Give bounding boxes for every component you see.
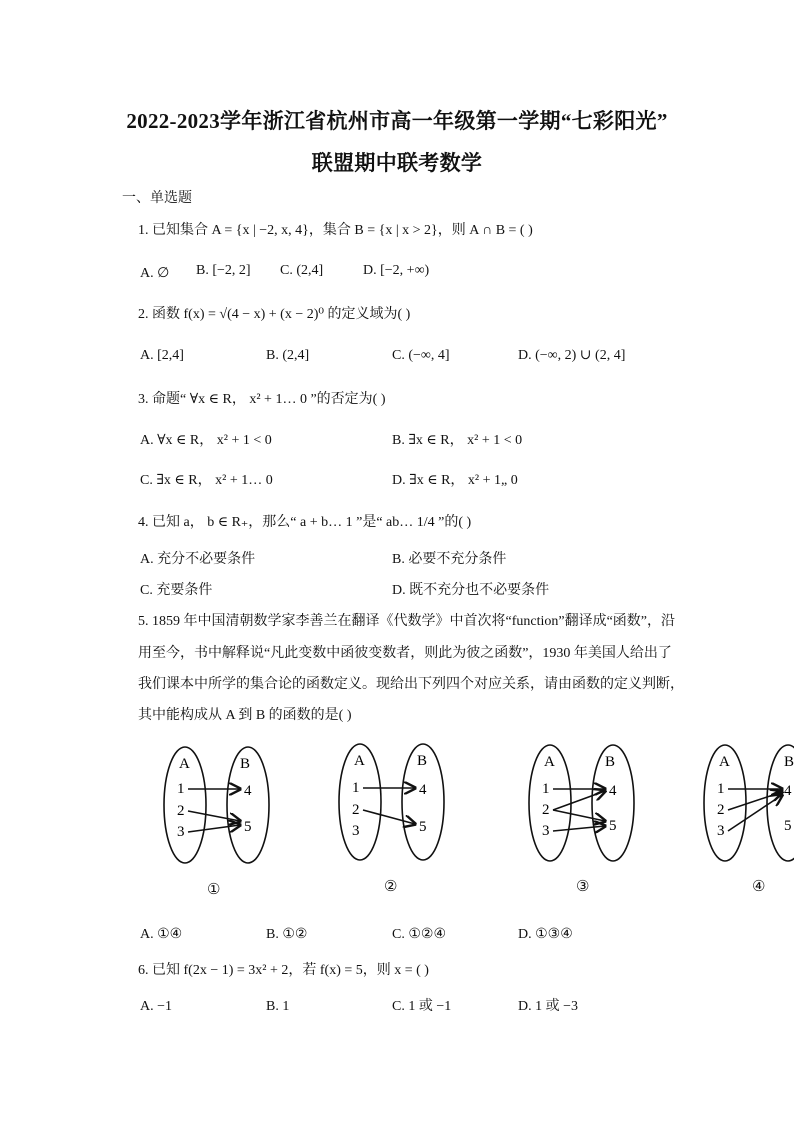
- q4-option-b: B. 必要不充分条件: [392, 552, 507, 567]
- q4-option-d: D. 既不充分也不必要条件: [392, 583, 550, 598]
- mapping-diagram-2: [335, 742, 455, 892]
- q3-option-a: A. ∀x ∈ R， x² + 1 < 0: [140, 433, 272, 448]
- a-item-3: 3: [177, 824, 185, 840]
- q6-option-c: C. 1 或 −1: [392, 999, 452, 1014]
- q6-option-a: A. −1: [140, 999, 173, 1014]
- question-5-stem-line1: 5. 1859 年中国清朝数学家李善兰在翻译《代数学》中首次将“function”翻译成“函数”，沿: [138, 614, 676, 629]
- a-item-3: 3: [717, 823, 725, 839]
- q2-option-d: D. (−∞, 2) ∪ (2, 4]: [518, 348, 626, 363]
- doc-title-line1: 2022-2023学年浙江省杭州市高一年级第一学期“七彩阳光”: [126, 109, 668, 133]
- set-b-label: B: [784, 754, 794, 770]
- q4-option-c: C. 充要条件: [140, 583, 213, 598]
- question-1-stem: 1. 已知集合 A = {x | −2, x, 4}，集合 B = {x | x > 2}，则 A ∩ B = ( ): [138, 223, 533, 238]
- mapping-diagram-3: [525, 743, 645, 893]
- doc-title-line2: 联盟期中联考数学: [311, 151, 483, 175]
- a-item-2: 2: [542, 802, 550, 818]
- question-4-stem: 4. 已知 a， b ∈ R₊，那么“ a + b… 1 ”是“ ab… 1/4 ”的( ): [138, 515, 472, 530]
- b-item-5: 5: [784, 818, 792, 834]
- q5-option-c: C. ①②④: [392, 927, 446, 942]
- q2-option-c: C. (−∞, 4]: [392, 348, 450, 363]
- diagram-1-label: ①: [207, 882, 221, 898]
- b-item-5: 5: [419, 819, 427, 835]
- diagram-3-label: ③: [576, 879, 590, 895]
- diagram-4-label: ④: [752, 879, 766, 895]
- a-item-1: 1: [177, 781, 185, 797]
- a-item-1: 1: [717, 781, 725, 797]
- set-b-label: B: [605, 754, 616, 770]
- a-item-2: 2: [352, 802, 360, 818]
- q1-option-c: C. (2,4]: [280, 263, 324, 278]
- q4-option-a: A. 充分不必要条件: [140, 552, 256, 567]
- q1-option-b: B. [−2, 2]: [196, 263, 251, 278]
- set-b-label: B: [417, 753, 428, 769]
- a-item-3: 3: [352, 823, 360, 839]
- a-item-1: 1: [542, 781, 550, 797]
- mapping-diagram-4: [700, 743, 794, 893]
- question-5-stem-line2: 用至今，书中解释说“凡此变数中函彼变数者，则此为彼之函数”，1930 年美国人给出了: [138, 646, 672, 661]
- q3-option-b: B. ∃x ∈ R， x² + 1 < 0: [392, 433, 523, 448]
- b-item-4: 4: [244, 783, 252, 799]
- set-a-label: A: [179, 756, 190, 772]
- b-item-4: 4: [784, 783, 792, 799]
- question-6-stem: 6. 已知 f(2x − 1) = 3x² + 2，若 f(x) = 5，则 x = ( ): [138, 963, 429, 978]
- a-item-2: 2: [717, 802, 725, 818]
- q1-option-a: A. ∅: [140, 266, 170, 281]
- q2-option-a: A. [2,4]: [140, 348, 184, 363]
- q5-option-a: A. ①④: [140, 927, 183, 942]
- q3-option-d: D. ∃x ∈ R， x² + 1„ 0: [392, 473, 518, 488]
- q6-option-d: D. 1 或 −3: [518, 999, 579, 1014]
- b-item-5: 5: [244, 819, 252, 835]
- q3-option-c: C. ∃x ∈ R， x² + 1… 0: [140, 473, 273, 488]
- question-5-stem-line3: 我们课本中所学的集合论的函数定义。现给出下列四个对应关系，请由函数的定义判断，: [138, 677, 684, 692]
- set-a-label: A: [354, 753, 365, 769]
- diagram-2-label: ②: [384, 879, 398, 895]
- q2-option-b: B. (2,4]: [266, 348, 310, 363]
- set-a-label: A: [719, 754, 730, 770]
- b-item-4: 4: [419, 782, 427, 798]
- a-item-3: 3: [542, 823, 550, 839]
- set-b-label: B: [240, 756, 251, 772]
- set-a-label: A: [544, 754, 555, 770]
- a-item-2: 2: [177, 803, 185, 819]
- q5-option-d: D. ①③④: [518, 927, 573, 942]
- b-item-4: 4: [609, 783, 617, 799]
- a-item-1: 1: [352, 780, 360, 796]
- q1-option-d: D. [−2, +∞): [363, 263, 430, 278]
- question-3-stem: 3. 命题“ ∀x ∈ R， x² + 1… 0 ”的否定为( ): [138, 392, 386, 407]
- mapping-diagram-1: [160, 745, 280, 895]
- b-item-5: 5: [609, 818, 617, 834]
- section-heading: 一、单选题: [122, 191, 192, 206]
- question-2-stem: 2. 函数 f(x) = √(4 − x) + (x − 2)⁰ 的定义域为( ): [138, 307, 411, 322]
- q6-option-b: B. 1: [266, 999, 290, 1014]
- question-5-stem-line4: 其中能构成从 A 到 B 的函数的是( ): [138, 708, 352, 723]
- q5-option-b: B. ①②: [266, 927, 308, 942]
